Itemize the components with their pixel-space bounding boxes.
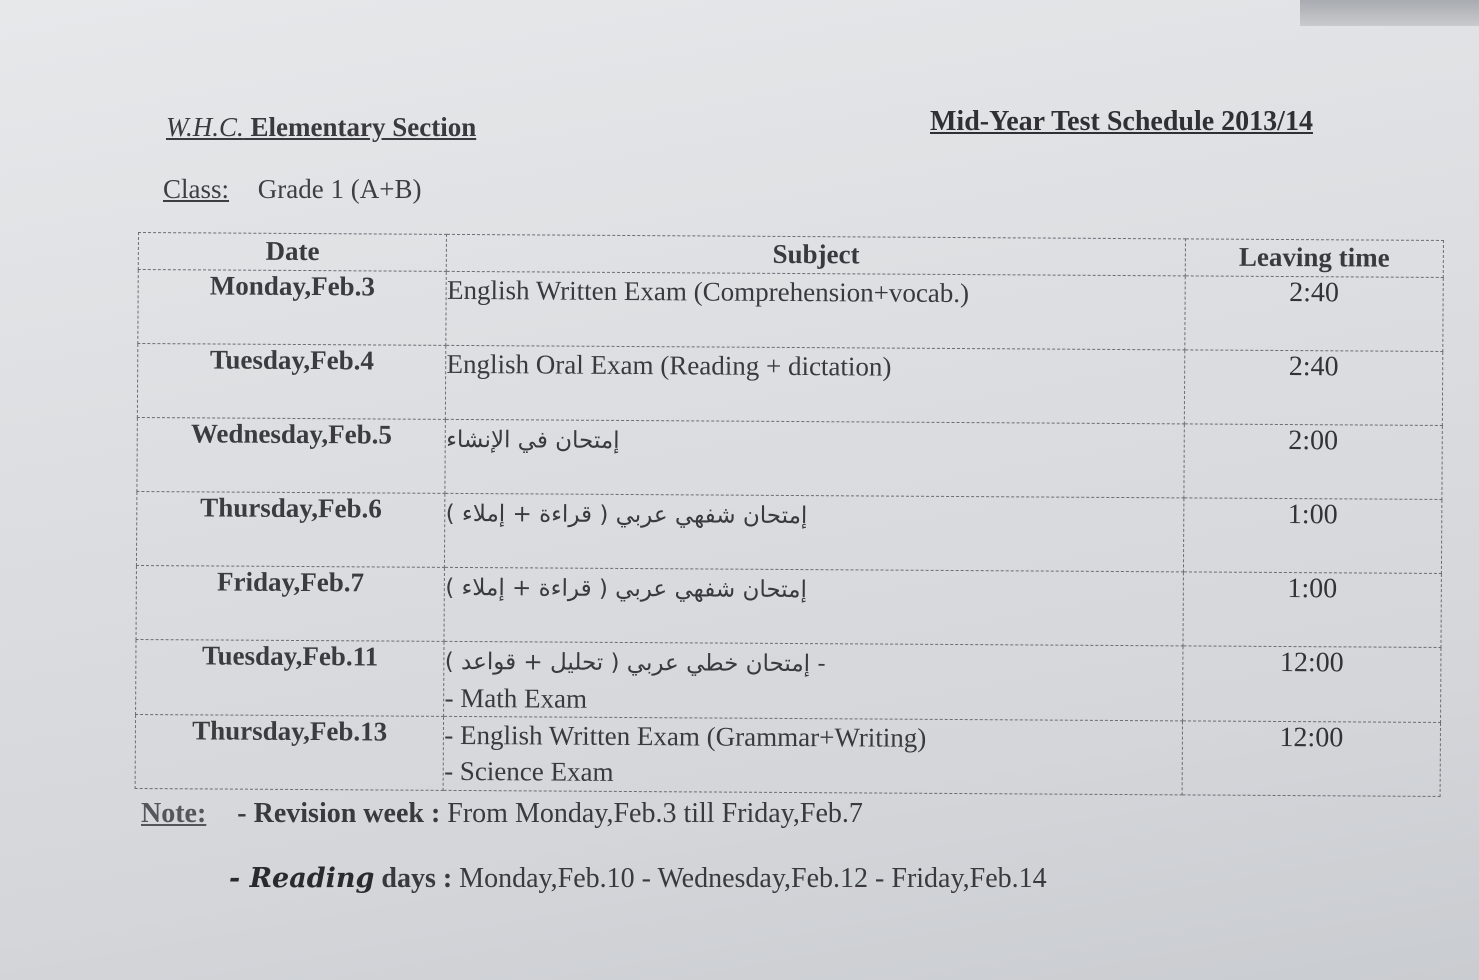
subject-cell <box>444 716 1183 795</box>
reading-days-note <box>229 863 1047 895</box>
table-row <box>136 639 1441 722</box>
test-schedule-table <box>135 232 1444 797</box>
date-column-header: Date <box>138 233 447 272</box>
subject-cell <box>445 493 1184 572</box>
subject-cell <box>445 419 1184 498</box>
school-abbreviation: W.H.C. <box>166 112 244 142</box>
table-row <box>137 417 1442 499</box>
leaving-time-cell: 12:00 <box>1182 721 1441 797</box>
leaving-time-cell: 2:40 <box>1185 276 1444 352</box>
table-row <box>135 714 1440 796</box>
leaving-time-cell: 1:00 <box>1183 498 1442 574</box>
reading-days-dates: Monday,Feb.10 - Wednesday,Feb.12 - Friday,Feb.14 <box>459 863 1047 894</box>
subject-cell <box>444 641 1183 721</box>
subject-line-arabic: إمتحان شفهي عربي ( قراءة + إملاء ) <box>445 500 808 530</box>
subject-line-arabic: إمتحان في الإنشاء <box>446 426 620 454</box>
table-row <box>138 270 1443 352</box>
subject-line: - English Written Exam (Grammar+Writing) <box>444 719 927 753</box>
subject-line: English Oral Exam (Reading + dictation) <box>446 348 892 382</box>
table-row <box>137 344 1442 426</box>
date-cell: Monday,Feb.3 <box>138 270 447 346</box>
class-info <box>163 174 421 205</box>
leaving-time-cell: 12:00 <box>1182 646 1441 723</box>
reading-days-label: days : <box>381 863 453 894</box>
subject-line: - Math Exam <box>444 682 588 714</box>
revision-week-label: - Revision week : <box>237 798 441 829</box>
leaving-time-cell: 1:00 <box>1183 572 1442 648</box>
reading-handwritten: - Reading <box>229 863 375 894</box>
leaving-time-cell: 2:00 <box>1184 424 1443 500</box>
school-section-heading <box>166 112 476 143</box>
subject-line-arabic: إمتحان شفهي عربي ( قراءة + إملاء ) <box>445 574 807 604</box>
section-name: Elementary Section <box>250 112 477 142</box>
table-row <box>136 491 1441 573</box>
date-cell: Thursday,Feb.6 <box>136 491 445 567</box>
subject-column-header: Subject <box>447 234 1186 276</box>
subject-line: - Science Exam <box>444 755 614 787</box>
date-cell: Thursday,Feb.13 <box>135 714 444 790</box>
subject-cell <box>444 567 1183 646</box>
class-label: Class: <box>163 174 230 204</box>
date-cell: Friday,Feb.7 <box>136 565 445 641</box>
leaving-time-cell: 2:40 <box>1184 350 1443 426</box>
date-cell: Tuesday,Feb.4 <box>137 344 446 420</box>
revision-note <box>141 798 863 830</box>
revision-week-dates: From Monday,Feb.3 till Friday,Feb.7 <box>447 798 863 829</box>
class-value: Grade 1 (A+B) <box>257 174 422 204</box>
date-cell: Tuesday,Feb.11 <box>136 639 445 716</box>
schedule-title: Mid-Year Test Schedule 2013/14 <box>930 106 1313 137</box>
paper-edge-shadow <box>1300 0 1479 26</box>
date-cell: Wednesday,Feb.5 <box>137 417 446 493</box>
subject-cell <box>446 271 1185 350</box>
note-label: Note: <box>141 798 207 829</box>
subject-line: English Written Exam (Comprehension+vocab.) <box>446 274 970 309</box>
subject-line-arabic: - إمتحان خطي عربي ( تحليل + قواعد ) <box>444 648 826 678</box>
subject-cell <box>446 345 1185 424</box>
leaving-time-column-header: Leaving time <box>1185 239 1443 278</box>
table-row <box>136 565 1441 647</box>
